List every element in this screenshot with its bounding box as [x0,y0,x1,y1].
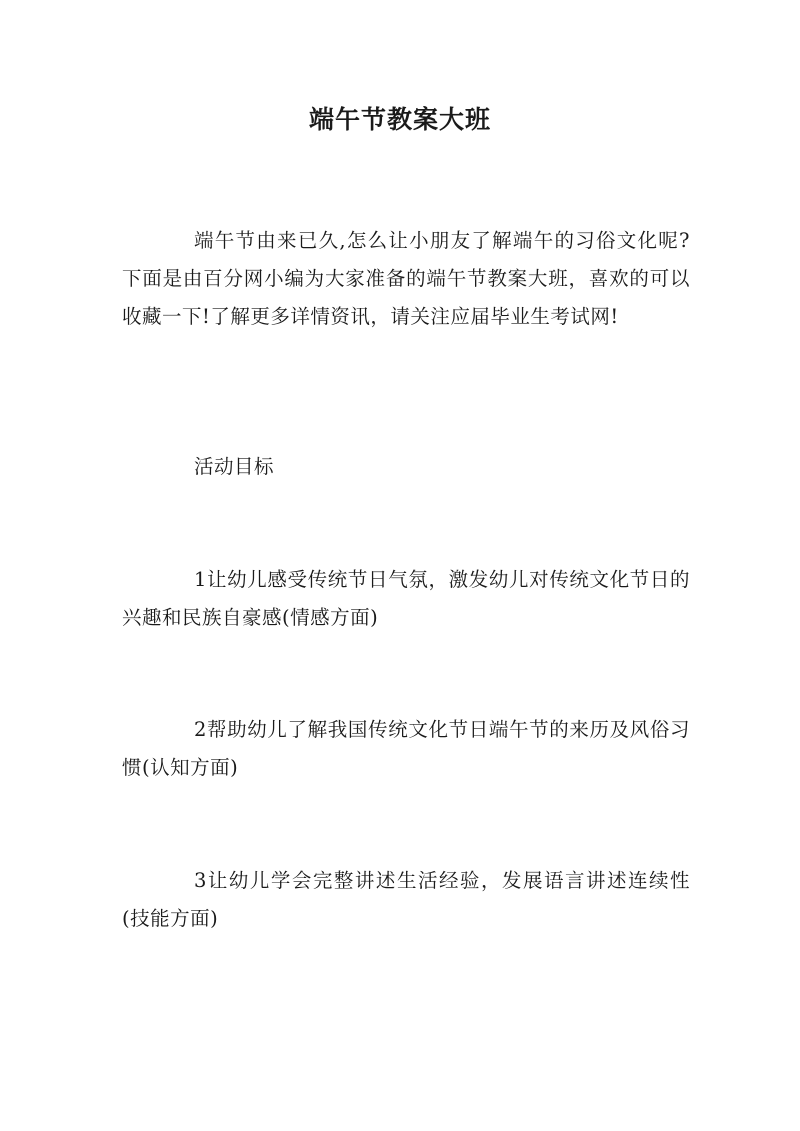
section-heading-activity-goals: 活动目标 [194,455,275,478]
document-title: 端午节教案大班 [308,105,491,134]
goal-item-2: 2帮助幼儿了解我国传统文化节日端午节的来历及风俗习惯(认知方面) [122,718,690,779]
goal-item-1: 1让幼儿感受传统节日气氛，激发幼儿对传统文化节日的兴趣和民族自豪感(情感方面) [122,568,690,629]
intro-paragraph: 端午节由来已久,怎么让小朋友了解端午的习俗文化呢?下面是由百分网小编为大家准备的端午节教案大班，喜欢的可以收藏一下!了解更多详情资讯，请关注应届毕业生考试网! [122,229,690,328]
goal-item-3: 3让幼儿学会完整讲述生活经验，发展语言讲述连续性(技能方面) [122,869,690,930]
